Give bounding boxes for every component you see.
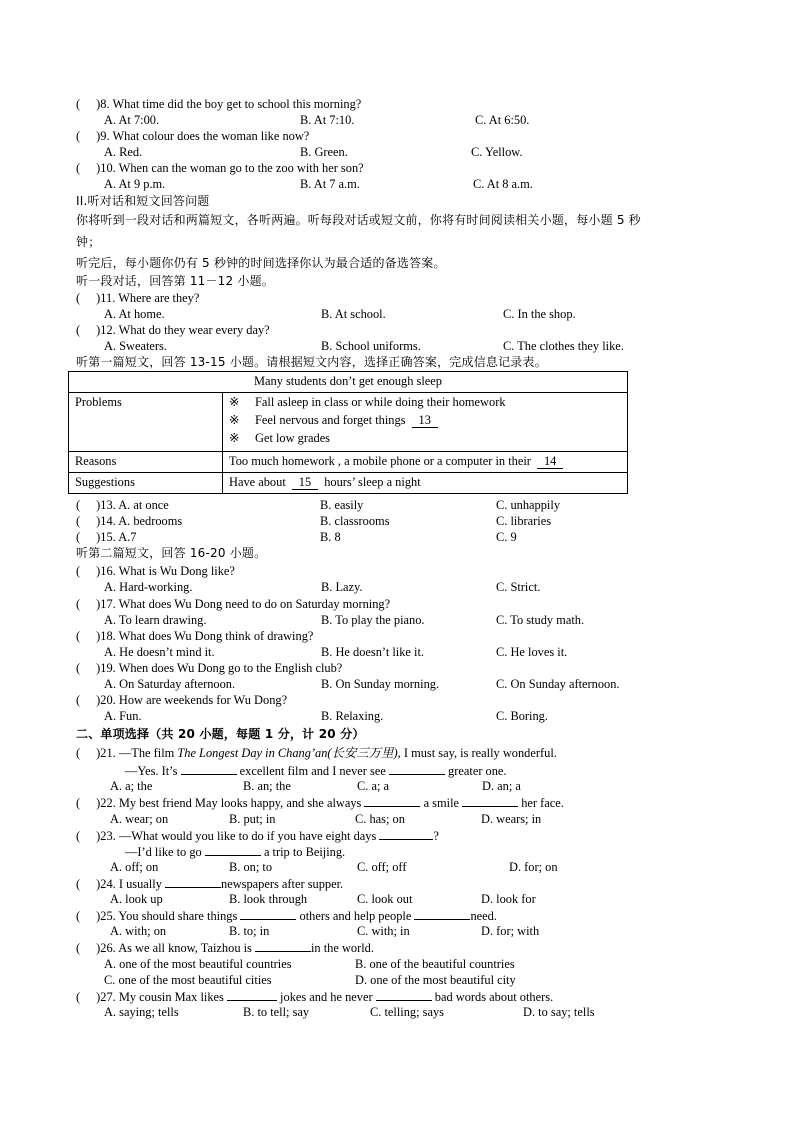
option-a: A.7	[118, 530, 137, 544]
answer-paren-close: )	[96, 530, 101, 544]
passage1-intro: 听第一篇短文，回答 13-15 小题。请根据短文内容，选择正确答案，完成信息记录表。	[76, 355, 547, 369]
option-c: C. Boring.	[496, 709, 548, 723]
answer-paren-open: (	[76, 746, 81, 760]
question-number: 18	[100, 629, 113, 643]
option-a: A. with; on	[110, 924, 167, 938]
question-stem: —Yes. It’s	[125, 764, 181, 778]
option-b: B. on; to	[229, 860, 273, 874]
question-18: ( )18. What does Wu Dong think of drawing?	[76, 629, 314, 643]
option-c: C. telling; says	[370, 1005, 444, 1019]
answer-paren-open: (	[76, 323, 81, 337]
question-number: 13	[100, 498, 113, 512]
answer-paren-close: )	[96, 323, 101, 337]
option-b: B. He doesn’t like it.	[321, 645, 425, 659]
question-stem: What does Wu Dong think of drawing?	[118, 629, 314, 643]
question-number: 21	[100, 746, 113, 760]
option-b: B. School uniforms.	[321, 339, 421, 353]
question-stem: When does Wu Dong go to the English club?	[118, 661, 343, 675]
option-b: B. to tell; say	[243, 1005, 310, 1019]
answer-paren-close: )	[96, 877, 101, 891]
option-b: B. To play the piano.	[321, 613, 425, 627]
question-stem: —I’d like to go	[125, 845, 205, 859]
question-number: 23	[100, 829, 113, 843]
answer-blank	[205, 843, 261, 856]
answer-paren-close: )	[96, 829, 101, 843]
answer-blank	[462, 794, 518, 807]
question-stem: her face.	[518, 796, 564, 810]
question-number: 20	[100, 693, 113, 707]
passage2-intro: 听第二篇短文，回答 16-20 小题。	[76, 546, 267, 560]
option-b: B. to; in	[229, 924, 270, 938]
question-stem: What colour does the woman like now?	[112, 129, 310, 143]
question-8: ( )8. What time did the boy get to school this morning?	[76, 97, 362, 111]
answer-paren-close: )	[96, 564, 101, 578]
option-d: D. to say; tells	[523, 1005, 595, 1019]
answer-paren-close: )	[96, 97, 101, 111]
question-11: ( )11. Where are they?	[76, 291, 200, 305]
answer-paren-open: (	[76, 129, 81, 143]
suggestions-post: hours’ sleep a night	[324, 475, 421, 489]
film-title: The Longest Day in Chang’an(长安三万里)	[177, 746, 398, 760]
question-number: 25	[100, 909, 113, 923]
question-10: ( )10. When can the woman go to the zoo with her son?	[76, 161, 364, 175]
option-a: A. off; on	[110, 860, 159, 874]
question-number: 26	[100, 941, 113, 955]
answer-paren-close: )	[96, 498, 101, 512]
question-stem: Where are they?	[118, 291, 200, 305]
answer-paren-open: (	[76, 629, 81, 643]
option-a: A. Hard-working.	[104, 580, 193, 594]
question-26: ( )26. As we all know, Taizhou is in the world.	[76, 941, 374, 955]
option-a: A. At home.	[104, 307, 165, 321]
question-stem: others and help people	[296, 909, 415, 923]
question-stem: excellent film and I never see	[236, 764, 389, 778]
option-c: C. To study math.	[496, 613, 585, 627]
question-19: ( )19. When does Wu Dong go to the English club?	[76, 661, 343, 675]
option-c: C. He loves it.	[496, 645, 568, 659]
instructions-line: 钟；	[76, 235, 101, 249]
reference-mark-icon: ※	[229, 413, 240, 427]
question-number: 27	[100, 990, 113, 1004]
answer-blank	[255, 939, 311, 952]
answer-paren-open: (	[76, 941, 81, 955]
option-d: D. for; on	[509, 860, 558, 874]
option-b: B. At school.	[321, 307, 386, 321]
question-20: ( )20. How are weekends for Wu Dong?	[76, 693, 288, 707]
suggestions-pre: Have about	[229, 475, 286, 489]
option-a: A. Red.	[104, 145, 143, 159]
option-c: C. unhappily	[496, 498, 561, 512]
answer-paren-open: (	[76, 877, 81, 891]
option-c: C. On Sunday afternoon.	[496, 677, 620, 691]
question-number: 16	[100, 564, 113, 578]
answer-paren-open: (	[76, 796, 81, 810]
question-stem: What do they wear every day?	[118, 323, 270, 337]
option-a: A. Sweaters.	[104, 339, 167, 353]
question-stem: —What would you like to do if you have eight days	[118, 829, 380, 843]
option-c: C. one of the most beautiful cities	[104, 973, 272, 987]
option-a: A. at once	[118, 498, 169, 512]
option-c: C. has; on	[355, 812, 405, 826]
table-title: Many students don’t get enough sleep	[69, 372, 628, 393]
question-stem: How are weekends for Wu Dong?	[118, 693, 288, 707]
question-stem: a trip to Beijing.	[260, 845, 346, 859]
option-c: C. 9	[496, 530, 517, 544]
option-a: A. Fun.	[104, 709, 142, 723]
option-b: B. At 7 a.m.	[300, 177, 360, 191]
option-c: C. a; a	[357, 779, 389, 793]
option-d: D. look for	[481, 892, 536, 906]
answer-blank	[165, 875, 221, 888]
table-problems-cell	[223, 393, 628, 452]
problem-text: Feel nervous and forget things	[255, 413, 406, 427]
option-b: B. easily	[320, 498, 364, 512]
answer-blank	[227, 988, 277, 1001]
question-17: ( )17. What does Wu Dong need to do on Saturday morning?	[76, 597, 391, 611]
option-b: B. At 7:10.	[300, 113, 355, 127]
answer-blank	[376, 988, 432, 1001]
option-d: D. an; a	[482, 779, 521, 793]
answer-blank	[181, 762, 237, 775]
question-22: ( )22. My best friend May looks happy, and she always a smile her face.	[76, 796, 564, 810]
question-13: ( )13. A. at once	[76, 498, 169, 512]
question-stem: greater one.	[444, 764, 507, 778]
question-stem: You should share things	[118, 909, 241, 923]
question-16: ( )16. What is Wu Dong like?	[76, 564, 235, 578]
answer-paren-close: )	[96, 291, 101, 305]
option-a: A. one of the most beautiful countries	[104, 957, 292, 971]
question-stem: —The film	[118, 746, 178, 760]
answer-paren-open: (	[76, 829, 81, 843]
question-25: ( )25. You should share things others and help people need.	[76, 909, 497, 923]
question-stem: What time did the boy get to school this morning?	[112, 97, 362, 111]
option-c: C. with; in	[357, 924, 410, 938]
option-b: B. 8	[320, 530, 341, 544]
answer-paren-open: (	[76, 990, 81, 1004]
option-b: B. Lazy.	[321, 580, 363, 594]
answer-paren-open: (	[76, 514, 81, 528]
answer-paren-open: (	[76, 661, 81, 675]
option-b: B. On Sunday morning.	[321, 677, 440, 691]
problem-text: Get low grades	[255, 431, 331, 445]
question-stem: ?	[433, 829, 439, 843]
option-c: C. off; off	[357, 860, 407, 874]
question-stem: What does Wu Dong need to do on Saturday morning?	[118, 597, 391, 611]
answer-paren-open: (	[76, 693, 81, 707]
answer-blank	[379, 827, 433, 840]
option-a: A. a; the	[110, 779, 153, 793]
option-a: A. wear; on	[110, 812, 169, 826]
option-b: B. Relaxing.	[321, 709, 384, 723]
option-a: A. On Saturday afternoon.	[104, 677, 236, 691]
blank-14: 14	[537, 454, 563, 469]
section-heading: II.听对话和短文回答问题	[76, 194, 210, 208]
question-stem: need.	[470, 909, 497, 923]
question-stem: , I must say, is really wonderful.	[397, 746, 557, 760]
problem-text: Fall asleep in class or while doing their homework	[255, 395, 506, 409]
problem-item	[229, 411, 621, 429]
answer-paren-close: )	[96, 909, 101, 923]
option-b: B. an; the	[243, 779, 291, 793]
option-c: C. At 6:50.	[475, 113, 530, 127]
question-15: ( )15. A.7	[76, 530, 137, 544]
answer-paren-open: (	[76, 530, 81, 544]
answer-paren-close: )	[96, 746, 101, 760]
answer-paren-close: )	[96, 129, 101, 143]
option-d: D. for; with	[481, 924, 540, 938]
question-number: 14	[100, 514, 113, 528]
table-label-suggestions: Suggestions	[69, 473, 223, 494]
answer-blank	[414, 907, 470, 920]
question-23-line2	[125, 843, 345, 859]
question-number: 22	[100, 796, 113, 810]
reference-mark-icon: ※	[229, 431, 240, 445]
section-heading: 二、单项选择（共 20 小题，每题 1 分，计 20 分）	[76, 727, 365, 741]
question-number: 19	[100, 661, 113, 675]
option-a: A. At 7:00.	[104, 113, 160, 127]
question-21: ( )21. —The film The Longest Day in Chang’an(长安三万里), I must say, is really wonderful.	[76, 746, 557, 760]
question-stem: newspapers after supper.	[221, 877, 344, 891]
option-b: B. one of the beautiful countries	[355, 957, 515, 971]
answer-paren-close: )	[96, 941, 101, 955]
question-number: 17	[100, 597, 113, 611]
answer-paren-close: )	[96, 597, 101, 611]
question-stem: a smile	[420, 796, 463, 810]
question-stem: What is Wu Dong like?	[118, 564, 235, 578]
question-stem: bad words about others.	[431, 990, 554, 1004]
info-record-table	[68, 371, 628, 494]
question-number: 12	[100, 323, 113, 337]
question-number: 10	[100, 161, 113, 175]
question-stem: As we all know, Taizhou is	[118, 941, 255, 955]
option-c: C. At 8 a.m.	[473, 177, 533, 191]
option-d: D. wears; in	[481, 812, 542, 826]
question-stem: My cousin Max likes	[118, 990, 227, 1004]
option-b: B. Green.	[300, 145, 348, 159]
problem-item	[229, 393, 621, 411]
question-23: ( )23. —What would you like to do if you have eight days ?	[76, 829, 439, 843]
question-21-line2	[125, 762, 507, 778]
reasons-text: Too much homework , a mobile phone or a computer in their	[229, 454, 531, 468]
answer-blank	[389, 762, 445, 775]
blank-13: 13	[412, 413, 438, 428]
option-c: C. In the shop.	[503, 307, 576, 321]
answer-paren-open: (	[76, 564, 81, 578]
option-d: D. one of the most beautiful city	[355, 973, 516, 987]
dialogue-intro: 听一段对话，回答第 11－12 小题。	[76, 274, 274, 288]
option-a: A. To learn drawing.	[104, 613, 207, 627]
table-reasons-cell	[223, 452, 628, 473]
question-12: ( )12. What do they wear every day?	[76, 323, 270, 337]
answer-paren-open: (	[76, 597, 81, 611]
question-number: 9	[100, 129, 107, 143]
answer-paren-open: (	[76, 97, 81, 111]
option-a: A. look up	[110, 892, 163, 906]
problem-item	[229, 429, 621, 447]
question-stem: jokes and he never	[276, 990, 376, 1004]
option-b: B. put; in	[229, 812, 276, 826]
answer-paren-close: )	[96, 161, 101, 175]
answer-paren-close: )	[96, 796, 101, 810]
blank-15: 15	[292, 475, 318, 490]
answer-paren-open: (	[76, 498, 81, 512]
option-b: B. classrooms	[320, 514, 390, 528]
question-stem: in the world.	[310, 941, 374, 955]
question-stem: I usually	[118, 877, 165, 891]
answer-paren-close: )	[96, 514, 101, 528]
answer-paren-open: (	[76, 291, 81, 305]
question-stem: When can the woman go to the zoo with her son?	[118, 161, 364, 175]
question-14: ( )14. A. bedrooms	[76, 514, 183, 528]
answer-paren-close: )	[96, 990, 101, 1004]
answer-paren-close: )	[96, 629, 101, 643]
option-a: A. He doesn’t mind it.	[104, 645, 215, 659]
question-number: 11	[100, 291, 113, 305]
question-27: ( )27. My cousin Max likes jokes and he never bad words about others.	[76, 990, 554, 1004]
question-24: ( )24. I usually newspapers after supper.	[76, 877, 344, 891]
answer-blank	[240, 907, 296, 920]
instructions-line: 你将听到一段对话和两篇短文，各听两遍。听每段对话或短文前，你将有时间阅读相关小题，每小题 5 秒	[76, 213, 641, 227]
question-number: 24	[100, 877, 113, 891]
answer-paren-open: (	[76, 909, 81, 923]
option-c: C. look out	[357, 892, 413, 906]
option-b: B. look through	[229, 892, 308, 906]
option-a: A. saying; tells	[104, 1005, 179, 1019]
table-suggestions-cell	[223, 473, 628, 494]
option-a: A. bedrooms	[118, 514, 183, 528]
option-c: C. Strict.	[496, 580, 541, 594]
option-c: C. Yellow.	[471, 145, 523, 159]
question-stem: My best friend May looks happy, and she always	[118, 796, 365, 810]
reference-mark-icon: ※	[229, 395, 240, 409]
option-a: A. At 9 p.m.	[104, 177, 166, 191]
question-9: ( )9. What colour does the woman like now?	[76, 129, 310, 143]
instructions-line: 听完后，每小题你仍有 5 秒钟的时间选择你认为最合适的备选答案。	[76, 256, 446, 270]
question-number: 15	[100, 530, 113, 544]
table-label-reasons: Reasons	[69, 452, 223, 473]
question-number: 8	[100, 97, 107, 111]
answer-paren-close: )	[96, 661, 101, 675]
table-label-problems: Problems	[69, 393, 223, 452]
answer-blank	[364, 794, 420, 807]
answer-paren-close: )	[96, 693, 101, 707]
option-c: C. The clothes they like.	[503, 339, 624, 353]
option-c: C. libraries	[496, 514, 552, 528]
answer-paren-open: (	[76, 161, 81, 175]
